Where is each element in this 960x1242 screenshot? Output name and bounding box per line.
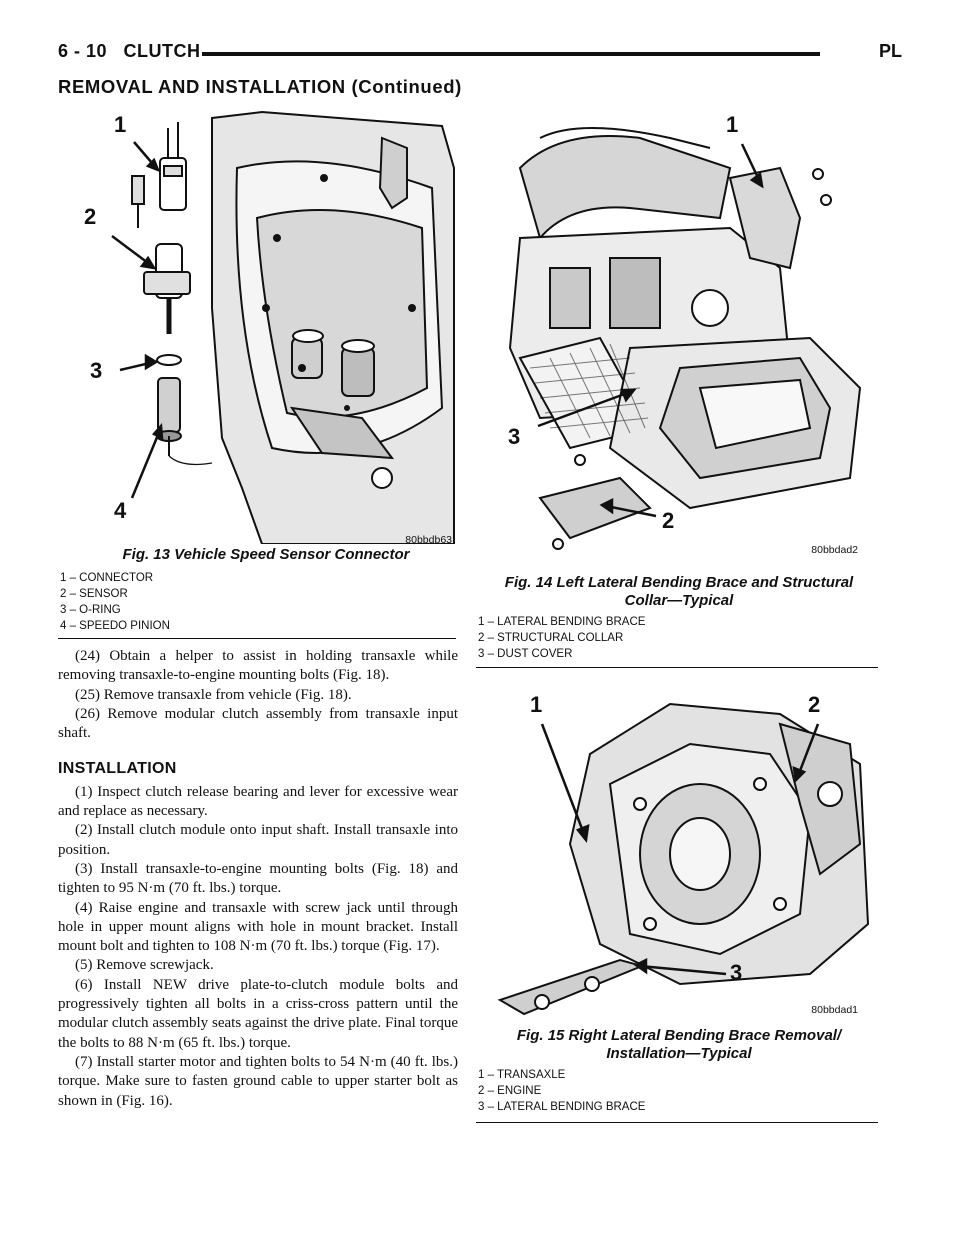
model-code: PL bbox=[878, 41, 902, 61]
install-step-7: (7) Install starter motor and tighten bolts to 54 N·m (40 ft. lbs.) torque. Make sure to fasten ground cable to upper starter bolt as shown in (Fig. 16). bbox=[58, 1053, 458, 1109]
fig15-legend-item: 2 – ENGINE bbox=[478, 1085, 542, 1097]
install-step-5: (5) Remove screwjack. bbox=[75, 957, 214, 974]
fig15-callout-1: 1 bbox=[530, 692, 543, 717]
fig14-image-id: 80bbdad2 bbox=[811, 544, 858, 556]
installation-heading: INSTALLATION bbox=[58, 760, 177, 778]
page-header-left bbox=[58, 41, 201, 62]
fig15-caption-line1: Fig. 15 Right Lateral Bending Brace Removal/ bbox=[516, 1027, 842, 1044]
page-number: 6 - 10 bbox=[58, 41, 108, 61]
fig13-callout-2: 2 bbox=[84, 204, 97, 229]
install-step-4: (4) Raise engine and transaxle with screw jack until through hole in upper mount aligns with hole in mount bracket. Install mount bolt and tighten to 108 N·m (70 ft. lbs.) torque (Fig. 17). bbox=[58, 899, 458, 955]
fig14-caption-line2: Collar—Typical bbox=[624, 592, 734, 609]
removal-step-26: (26) Remove modular clutch assembly from transaxle input shaft. bbox=[58, 705, 458, 742]
continued-heading: REMOVAL AND INSTALLATION (Continued) bbox=[58, 76, 462, 97]
fig15-rule bbox=[476, 1122, 878, 1123]
fig15-callout-3: 3 bbox=[730, 960, 743, 985]
removal-step-25: (25) Remove transaxle from vehicle (Fig. 18). bbox=[75, 686, 352, 703]
install-step-3: (3) Install transaxle-to-engine mounting bolts (Fig. 18) and tighten to 95 N·m (70 ft. lbs.) torque. bbox=[58, 860, 458, 897]
fig13-callout-4: 4 bbox=[114, 498, 127, 523]
fig14-callout-1: 1 bbox=[726, 112, 739, 137]
removal-step-24: (24) Obtain a helper to assist in holding transaxle while removing transaxle-to-engine mounting bolts (Fig. 18). bbox=[58, 648, 458, 684]
fig15-callout-2: 2 bbox=[808, 692, 821, 717]
install-step-1: (1) Inspect clutch release bearing and lever for excessive wear and replace as necessary. bbox=[58, 783, 458, 820]
fig13-callout-1: 1 bbox=[114, 112, 127, 137]
left-brace-drawing bbox=[480, 108, 878, 566]
fig14-callout-3: 3 bbox=[508, 424, 521, 449]
fig14-legend-item: 1 – LATERAL BENDING BRACE bbox=[478, 616, 646, 628]
fig14-caption-line1: Fig. 14 Left Lateral Bending Brace and Structural bbox=[504, 574, 854, 591]
fig15-image-id: 80bbdad1 bbox=[811, 1004, 858, 1016]
fig13-legend bbox=[60, 570, 170, 634]
fig13-rule bbox=[58, 638, 456, 639]
fig13-legend-item: 1 – CONNECTOR bbox=[60, 572, 154, 584]
figure-14-illustration bbox=[480, 108, 878, 566]
speed-sensor-drawing bbox=[62, 108, 456, 544]
section-name: CLUTCH bbox=[123, 41, 201, 61]
fig14-legend-item: 3 – DUST COVER bbox=[478, 648, 573, 660]
fig14-callout-2: 2 bbox=[662, 508, 675, 533]
fig13-legend-item: 3 – O-RING bbox=[60, 604, 121, 616]
fig13-caption: Fig. 13 Vehicle Speed Sensor Connector bbox=[122, 546, 410, 563]
fig13-image-id: 80bbdb63 bbox=[405, 534, 452, 546]
body-text bbox=[58, 647, 458, 1111]
fig14-legend-item: 2 – STRUCTURAL COLLAR bbox=[478, 632, 624, 644]
fig14-legend bbox=[478, 614, 645, 662]
header-rule bbox=[202, 52, 820, 56]
fig13-legend-item: 2 – SENSOR bbox=[60, 588, 128, 600]
fig15-caption bbox=[482, 1027, 876, 1063]
install-step-6: (6) Install NEW drive plate-to-clutch module bolts and progressively tighten all bolts in a criss-cross pattern until the modular clutch assembly seats against the drive plate. Final torque the bolts to 88 N·m (65 ft. lbs.) torque. bbox=[58, 976, 458, 1051]
fig13-callout-3: 3 bbox=[90, 358, 103, 383]
figure-15-illustration bbox=[480, 684, 878, 1020]
fig15-legend-item: 3 – LATERAL BENDING BRACE bbox=[478, 1101, 646, 1113]
install-step-2: (2) Install clutch module onto input shaft. Install transaxle into position. bbox=[58, 822, 458, 858]
fig13-legend-item: 4 – SPEEDO PINION bbox=[60, 620, 170, 632]
figure-13-illustration bbox=[62, 108, 456, 544]
fig14-rule bbox=[476, 667, 878, 668]
fig15-legend bbox=[478, 1067, 645, 1115]
right-brace-drawing bbox=[480, 684, 878, 1020]
fig14-caption bbox=[482, 574, 876, 610]
fig15-legend-item: 1 – TRANSAXLE bbox=[478, 1069, 566, 1081]
fig15-caption-line2: Installation—Typical bbox=[606, 1045, 752, 1062]
